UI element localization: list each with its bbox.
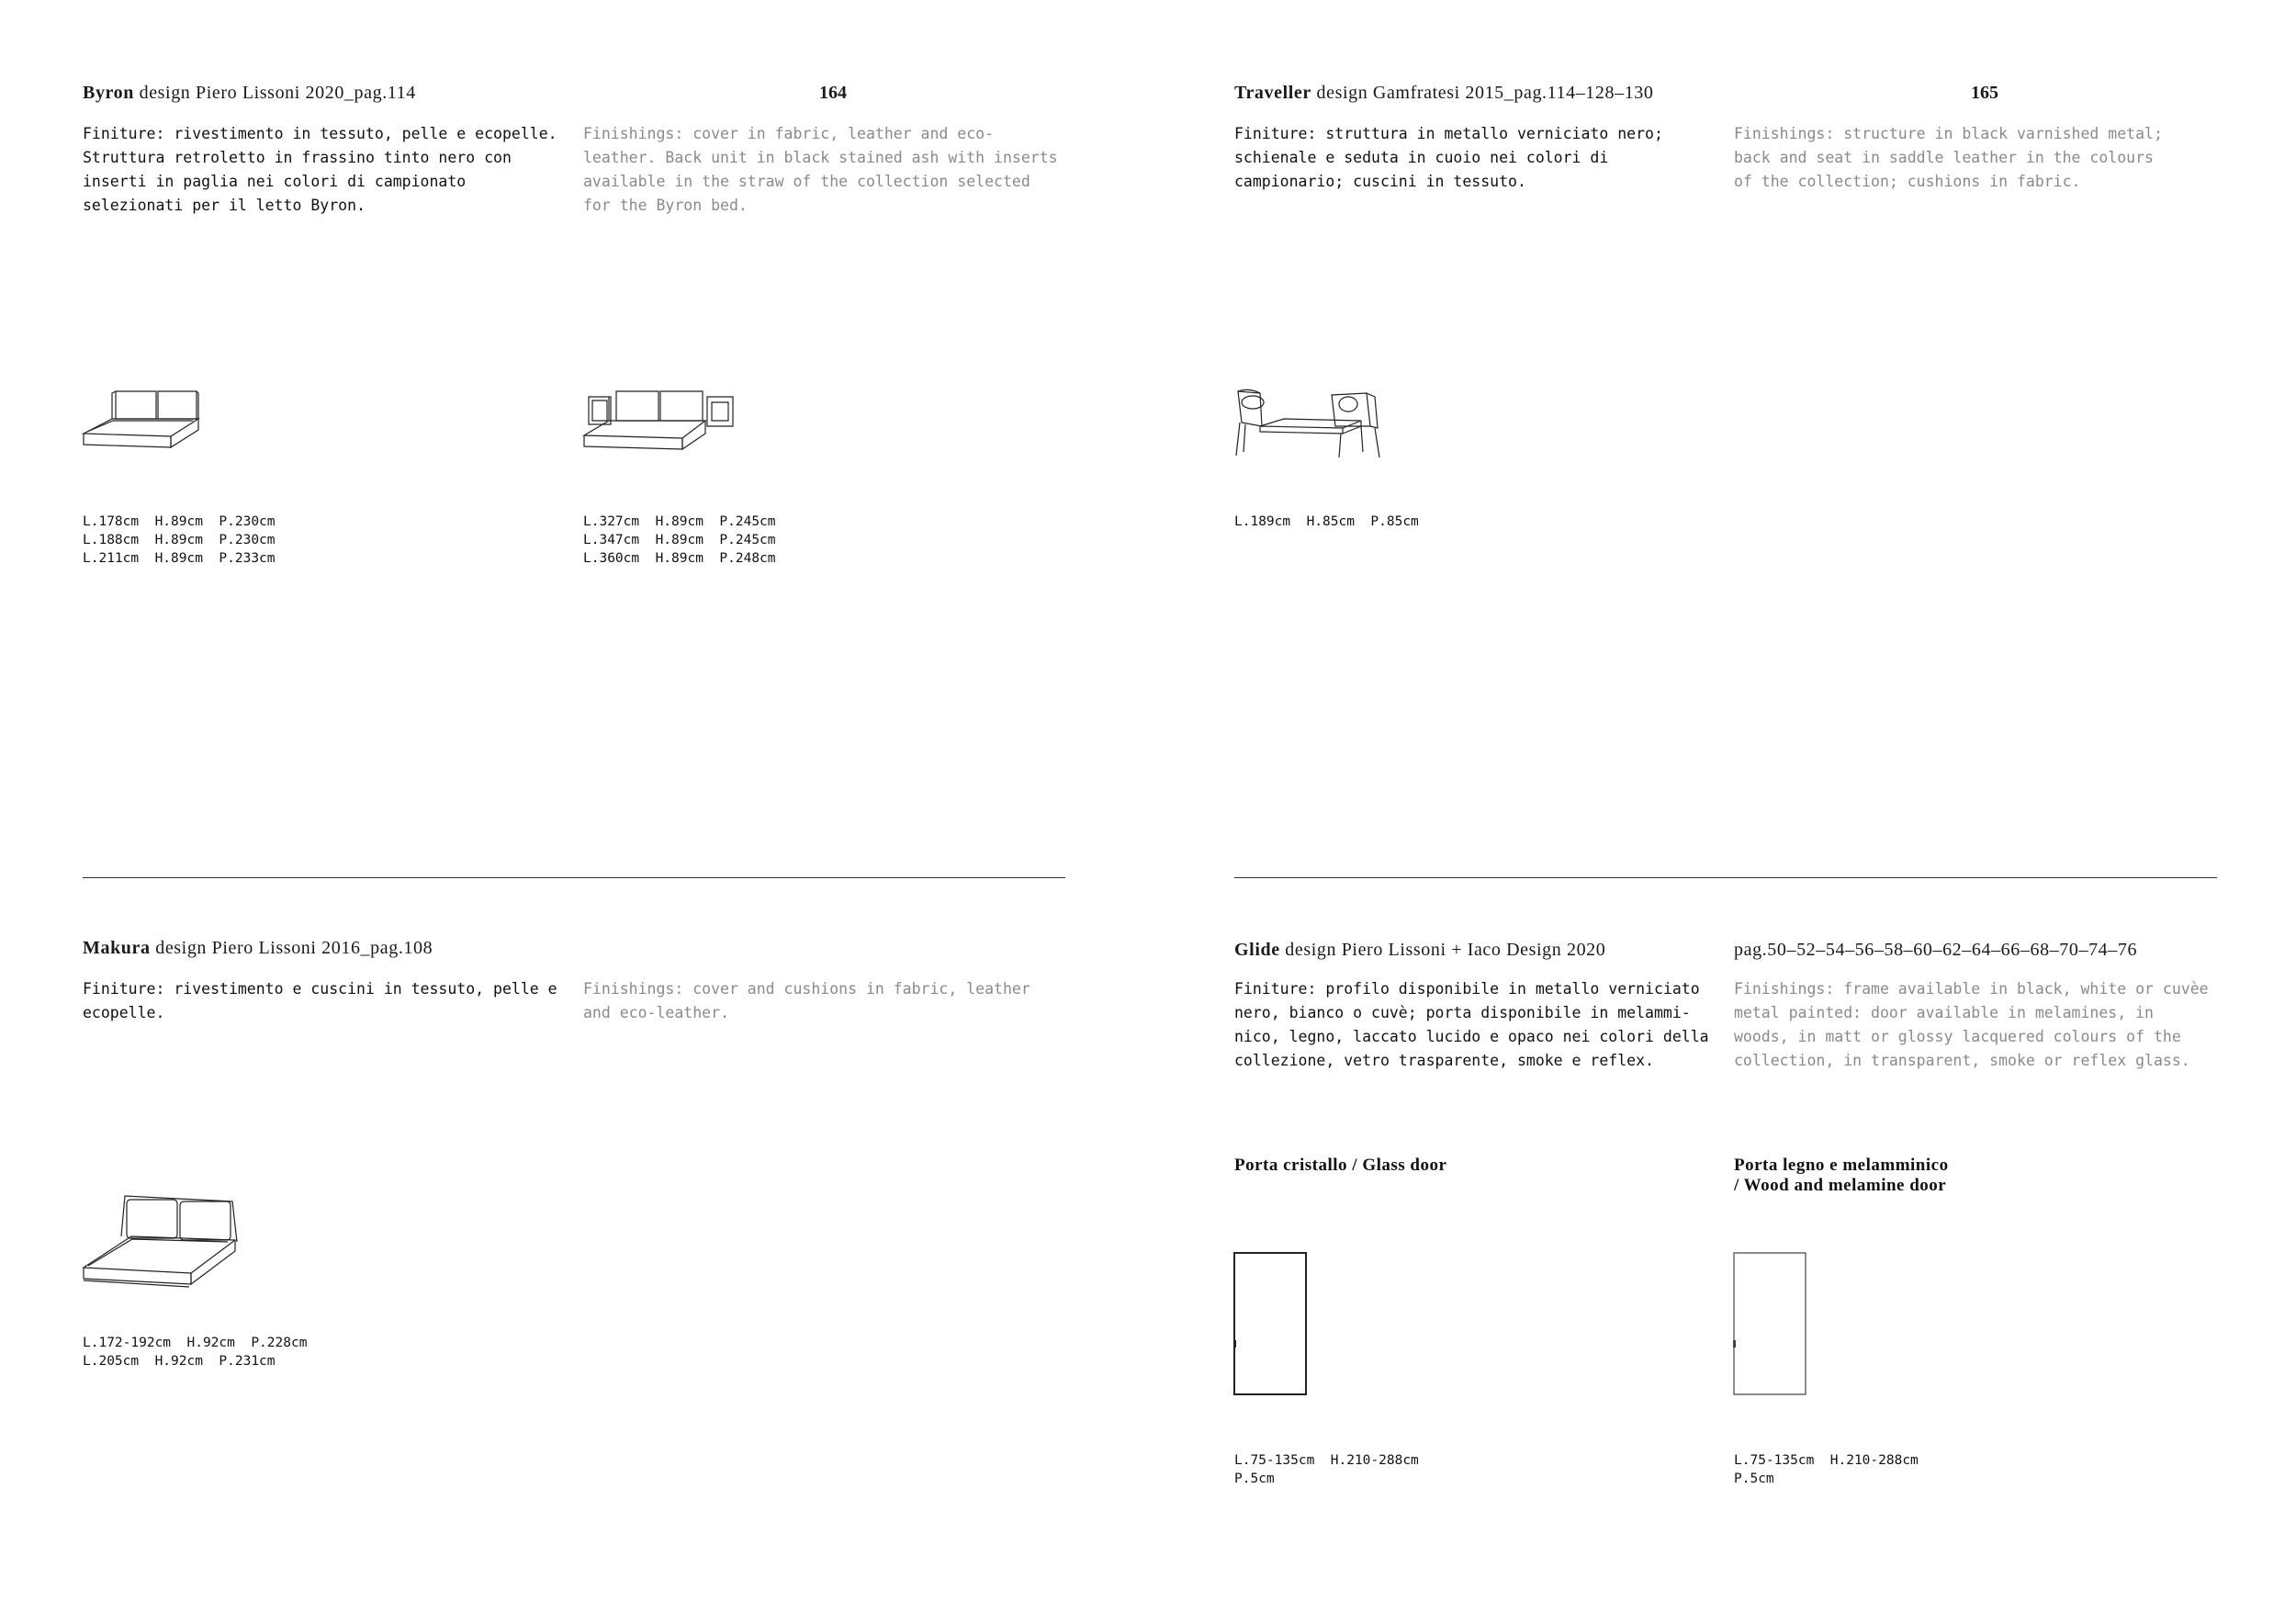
traveller-name: Traveller xyxy=(1234,83,1311,103)
glide-finish-it: Finiture: profilo disponibile in metallo verniciato nero, bianco o cuvè; porta disponibile in melammi-nico, legno, laccato lucido e opaco nei colori della collezione, vetro trasparente, smoke e reflex. xyxy=(1234,980,1709,1069)
makura-dims-row: L.205cm H.92cm P.231cm xyxy=(83,1354,276,1369)
makura-finish-en: Finishings: cover and cushions in fabric, leather and eco-leather. xyxy=(583,980,1030,1021)
wood-door-label-line: / Wood and melamine door xyxy=(1734,1176,1947,1195)
glide-title xyxy=(1234,940,1605,961)
makura-bed-drawing xyxy=(81,1194,239,1297)
makura-credit: design Piero Lissoni 2016_pag.108 xyxy=(155,938,433,958)
glass-door-dims-row: P.5cm xyxy=(1234,1472,1275,1486)
makura-title xyxy=(83,938,433,959)
byron-wide-dims-row: L.360cm H.89cm P.248cm xyxy=(583,551,776,566)
page-number-right: 165 xyxy=(1971,83,1998,103)
byron-bed-drawing xyxy=(81,388,200,452)
wood-door-dims-row: P.5cm xyxy=(1734,1472,1774,1486)
wood-door-drawing xyxy=(1733,1252,1808,1396)
traveller-dims-row: L.189cm H.85cm P.85cm xyxy=(1234,514,1419,529)
divider-left xyxy=(83,877,1065,878)
makura-name: Makura xyxy=(83,938,151,958)
byron-dims-row: L.211cm H.89cm P.233cm xyxy=(83,551,276,566)
glass-door-label: Porta cristallo / Glass door xyxy=(1234,1156,1447,1175)
byron-wide-dims xyxy=(583,513,776,568)
traveller-finish-it: Finiture: struttura in metallo verniciato nero; schienale e seduta in cuoio nei colori di campionario; cuscini in tessuto. xyxy=(1234,125,1663,190)
traveller-finish-en: Finishings: structure in black varnished metal; back and seat in saddle leather in the colours of the collection; cushions in fabric. xyxy=(1734,125,2163,190)
traveller-title xyxy=(1234,83,1654,104)
byron-dims-row: L.188cm H.89cm P.230cm xyxy=(83,533,276,547)
glass-door-drawing xyxy=(1233,1252,1309,1396)
wood-door-dims-row: L.75-135cm H.210-288cm xyxy=(1734,1453,1919,1468)
byron-bed-wide-drawing xyxy=(581,388,736,454)
byron-title xyxy=(83,83,416,104)
wood-door-dims xyxy=(1734,1451,1919,1488)
byron-finish-en: Finishings: cover in fabric, leather and eco-leather. Back unit in black stained ash with inserts available in the straw of the collection selected for the Byron bed. xyxy=(583,125,1058,214)
page-number-left: 164 xyxy=(819,83,847,103)
wood-door-label xyxy=(1734,1156,1949,1196)
glide-pages: pag.50–52–54–56–58–60–62–64–66–68–70–74–76 xyxy=(1734,940,2138,960)
byron-name: Byron xyxy=(83,83,134,103)
glass-door-dims xyxy=(1234,1451,1419,1488)
byron-credit: design Piero Lissoni 2020_pag.114 xyxy=(139,83,416,103)
glass-door-dims-row: L.75-135cm H.210-288cm xyxy=(1234,1453,1419,1468)
wood-door-label-line: Porta legno e melamminico xyxy=(1734,1156,1949,1175)
byron-dims xyxy=(83,513,276,568)
traveller-credit: design Gamfratesi 2015_pag.114–128–130 xyxy=(1316,83,1654,103)
glide-credit: design Piero Lissoni + Iaco Design 2020 xyxy=(1285,940,1606,960)
divider-right xyxy=(1234,877,2217,878)
makura-finish-it: Finiture: rivestimento e cuscini in tessuto, pelle e ecopelle. xyxy=(83,980,557,1021)
byron-finish-it: Finiture: rivestimento in tessuto, pelle e ecopelle. Struttura retroletto in frassino tinto nero con inserti in paglia nei colori di campionato selezionati per il letto Byron. xyxy=(83,125,557,214)
byron-wide-dims-row: L.327cm H.89cm P.245cm xyxy=(583,514,776,529)
byron-wide-dims-row: L.347cm H.89cm P.245cm xyxy=(583,533,776,547)
glide-finish-en: Finishings: frame available in black, white or cuvèe metal painted: door available in melamines, in woods, in matt or glossy lacquered colours of the collection, in transparent, smoke or reflex glass. xyxy=(1734,980,2209,1069)
makura-dims-row: L.172-192cm H.92cm P.228cm xyxy=(83,1336,308,1350)
makura-dims xyxy=(83,1334,307,1370)
byron-dims-row: L.178cm H.89cm P.230cm xyxy=(83,514,276,529)
traveller-dims xyxy=(1234,513,1419,531)
traveller-daybed-drawing xyxy=(1232,386,1389,459)
glide-name: Glide xyxy=(1234,940,1280,960)
